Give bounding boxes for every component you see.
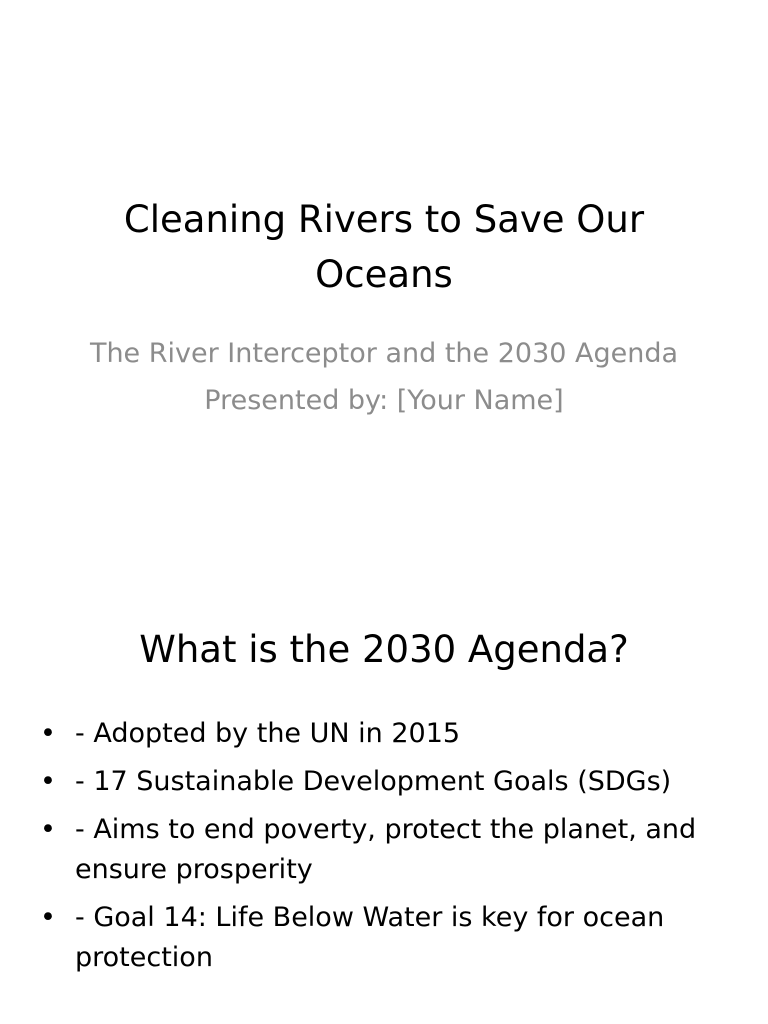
subtitle-line-topic: The River Interceptor and the 2030 Agenda [89,338,679,369]
bullet-icon: • [40,814,56,845]
bullet-icon: • [40,718,56,749]
bullet-text: - Goal 14: Life Below Water is key for ocean protection [75,902,665,973]
bullet-item [38,898,728,978]
bullet-item [38,810,728,890]
bullet-text: - Aims to end poverty, protect the planet, and ensure prosperity [75,814,697,885]
bullet-item [38,762,728,802]
bullet-item [38,714,728,754]
slide-subtitle [84,334,684,421]
subtitle-line-presenter: Presented by: [Your Name] [204,385,564,416]
bullet-icon: • [40,766,56,797]
slide-title: Cleaning Rivers to Save Our Oceans [123,198,645,296]
bullet-list [38,714,728,986]
slide-heading: What is the 2030 Agenda? [139,628,629,671]
content-slide [0,512,768,1024]
bullet-text: - Adopted by the UN in 2015 [75,718,461,749]
bullet-text: - 17 Sustainable Development Goals (SDGs) [75,766,672,797]
bullet-icon: • [40,902,56,933]
